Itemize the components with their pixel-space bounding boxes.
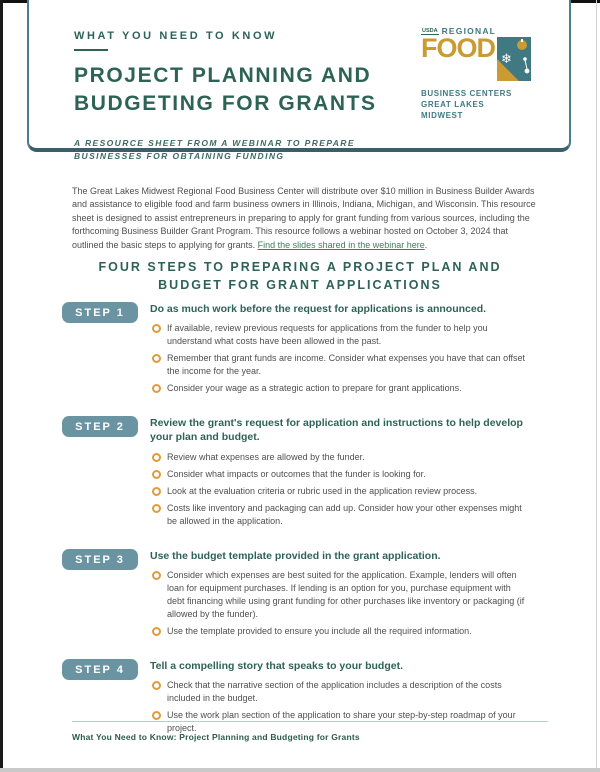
list-item <box>150 382 530 395</box>
logo-regional-label: REGIONAL <box>441 26 497 36</box>
bullet-text: Use the work plan section of the application to share your step-by-step roadmap of your project. <box>167 709 516 733</box>
step-1 <box>62 302 550 399</box>
bullet-text: Use the template provided to ensure you include all the required information. <box>167 625 472 636</box>
webinar-slides-link[interactable]: Find the slides shared in the webinar here <box>257 239 425 250</box>
footer-divider <box>72 721 548 722</box>
list-item <box>150 625 530 638</box>
bullet-text: Remember that grant funds are income. Consider what expenses you have that can offset the income for the year. <box>167 353 526 377</box>
list-item <box>150 352 530 378</box>
list-item <box>150 679 530 705</box>
footer-title: What You Need to Know: Project Planning and Budgeting for Grants <box>72 732 360 742</box>
page-right-edge <box>596 0 597 768</box>
bullet-text: Check that the narrative section of the application includes a description of the costs included in the budget. <box>167 679 502 703</box>
step-3-badge: STEP 3 <box>62 549 138 570</box>
bullet-ring-icon <box>152 470 161 479</box>
page-title: PROJECT PLANNING AND BUDGETING FOR GRANTS <box>74 64 377 116</box>
bullet-ring-icon <box>152 384 161 393</box>
section-heading-wrap <box>0 258 600 294</box>
bullet-ring-icon <box>152 324 161 333</box>
list-item <box>150 485 530 498</box>
viewer-edge-left <box>0 0 3 768</box>
step-3-heading: Use the budget template provided in the grant application. <box>150 549 441 562</box>
bullet-ring-icon <box>152 354 161 363</box>
step-2-heading: Review the grant's request for application and instructions to help develop your plan and budget. <box>150 417 523 444</box>
list-item <box>150 451 530 464</box>
header-card <box>27 0 571 162</box>
logo-business-centers-label: BUSINESS CENTERS <box>421 89 512 98</box>
step-1-heading: Do as much work before the request for applications is announced. <box>150 303 487 315</box>
bullet-text: Consider your wage as a strategic action to prepare for grant applications. <box>167 383 462 394</box>
step-4-heading: Tell a compelling story that speaks to your budget. <box>150 659 404 672</box>
step-3 <box>62 549 550 642</box>
viewer-edge-bottom <box>0 768 600 772</box>
bullet-ring-icon <box>152 711 161 720</box>
list-item <box>150 569 530 621</box>
usda-logo-icon: USDA <box>422 27 438 34</box>
bullet-text: Review what expenses are allowed by the funder. <box>167 451 365 462</box>
list-item <box>150 468 530 481</box>
bullet-ring-icon <box>152 487 161 496</box>
list-item <box>150 502 530 528</box>
bullet-ring-icon <box>152 571 161 580</box>
step-4 <box>62 659 550 739</box>
step-4-badge: STEP 4 <box>62 659 138 680</box>
logo-food-wordmark: FOOD <box>421 33 495 63</box>
intro-paragraph <box>72 185 538 252</box>
step-2-badge: STEP 2 <box>62 416 138 437</box>
bullet-text: Look at the evaluation criteria or rubric used in the application review process. <box>167 485 478 496</box>
regional-food-business-centers-logo <box>421 26 521 121</box>
bullet-ring-icon <box>152 453 161 462</box>
step-1-badge: STEP 1 <box>62 302 138 323</box>
logo-great-lakes-midwest-label: GREAT LAKES MIDWEST <box>421 99 485 120</box>
section-heading: FOUR STEPS TO PREPARING A PROJECT PLAN AND BUDGET FOR GRANT APPLICATIONS <box>98 260 502 293</box>
page-subtitle: A RESOURCE SHEET FROM A WEBINAR TO PREPARE BUSINESSES FOR OBTAINING FUNDING <box>74 137 355 162</box>
bullet-ring-icon <box>152 681 161 690</box>
intro-link-suffix: . <box>424 239 428 250</box>
food-logo-tile-icon <box>497 37 531 86</box>
bullet-text: If available, review previous requests for applications from the funder to help you understand what costs have been allowed in the past. <box>167 323 488 347</box>
eyebrow-label: WHAT YOU NEED TO KNOW <box>74 30 278 42</box>
snowflake-icon: ❄ <box>501 51 512 66</box>
steps-list <box>62 302 550 756</box>
list-item <box>150 322 530 348</box>
intro-text: The Great Lakes Midwest Regional Food Business Center will distribute over $10 million in Business Builder Awards and assistance to eligible food and farm business owners in Illinois, Indiana, Michigan, and Wisconsin. This resource sheet is designed to assist entrepreneurs in preparing to apply for grant funding from various sources, including the forthcoming Business Builder Grant Program. This resource follows a webinar hosted on October 3, 2024 that outlined the basic steps to applying for grants. <box>72 186 536 250</box>
eyebrow-underline <box>74 49 108 51</box>
bullet-text: Costs like inventory and packaging can add up. Consider how your other expenses might be allowed in the application. <box>167 502 522 526</box>
bullet-ring-icon <box>152 504 161 513</box>
step-2 <box>62 416 550 531</box>
bullet-text: Consider what impacts or outcomes that the funder is looking for. <box>167 468 426 479</box>
bullet-text: Consider which expenses are best suited for the application. Example, lenders will often loan for equipment purchases. If lending is an option for you, purchase equipment with debt financing while using grant funding for other purchases like inventory or packaging (if allowed by the funder). <box>167 569 525 619</box>
bullet-ring-icon <box>152 627 161 636</box>
